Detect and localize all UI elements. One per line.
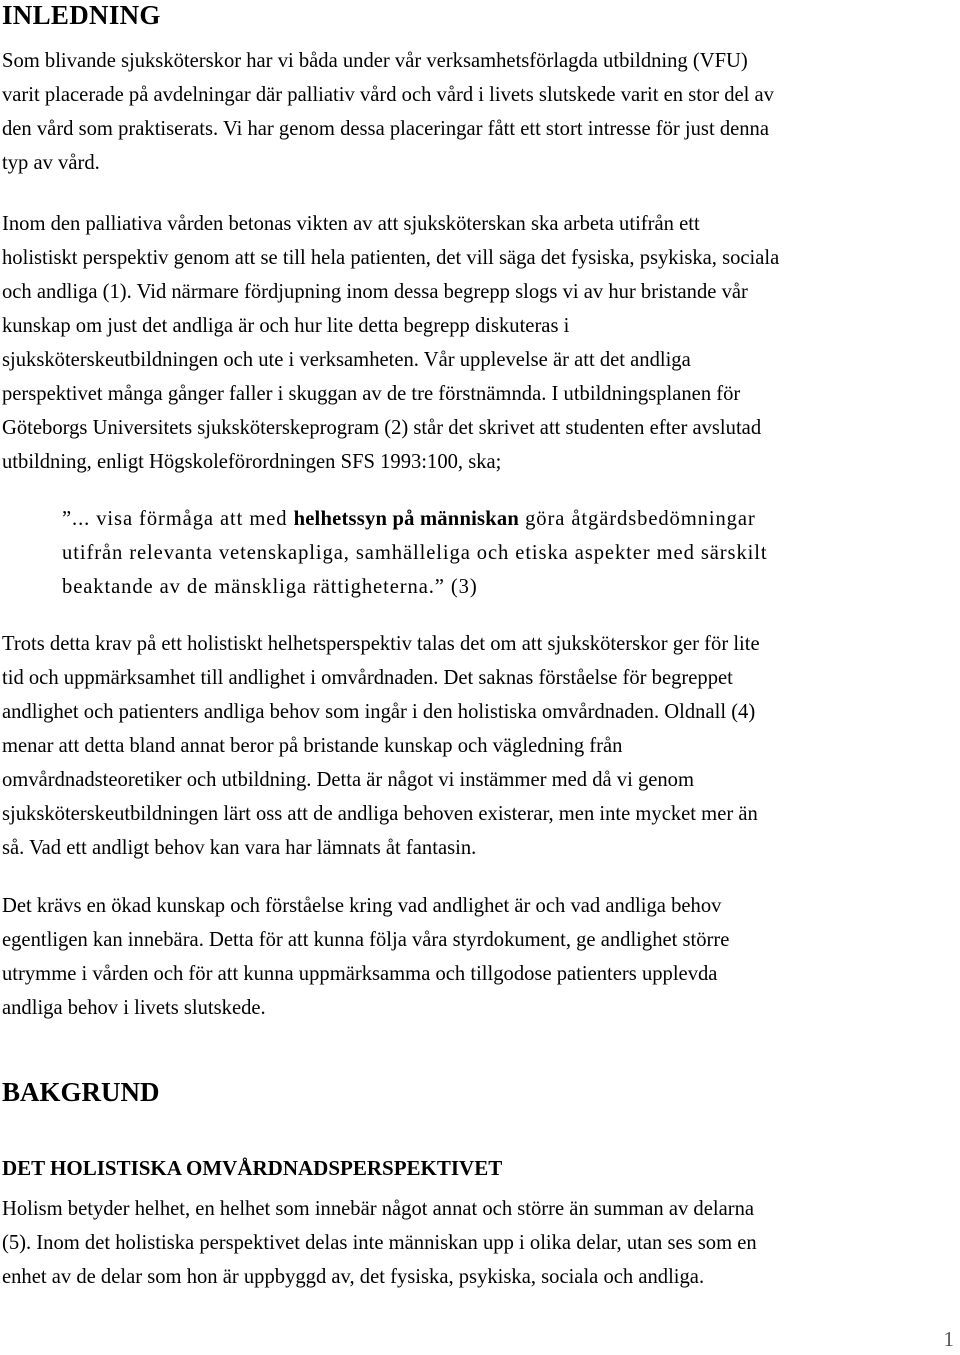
text-line: utbildning, enligt Högskoleförordningen SFS 1993:100, ska;	[2, 451, 502, 473]
text-line: så. Vad ett andligt behov kan vara har lämnats åt fantasin.	[2, 837, 477, 859]
text-line: perspektivet många gånger faller i skuggan av de tre förstnämnda. I utbildningsplanen för	[2, 383, 741, 405]
text-line: (5). Inom det holistiska perspektivet delas inte människan upp i olika delar, utan ses som en	[2, 1232, 757, 1254]
text-line: sjuksköterskeutbildningen och ute i verksamheten. Vår upplevelse är att det andliga	[2, 349, 691, 371]
quote-emphasis: helhetssyn på människan	[293, 508, 520, 530]
text-line: enhet av de delar som hon är uppbyggd av, det fysiska, psykiska, sociala och andliga.	[2, 1266, 705, 1288]
paragraph-holistic-demand	[2, 627, 960, 865]
quote-text: ”... visa förmåga att med	[62, 508, 294, 530]
paragraph-intro	[2, 44, 960, 180]
text-line: holistiskt perspektiv genom att se till hela patienten, det vill säga det fysiska, psykiska, sociala	[2, 247, 780, 269]
text-line: och andliga (1). Vid närmare fördjupning inom dessa begrepp slogs vi av hur bristande vår	[2, 281, 748, 303]
text-line: tid och uppmärksamhet till andlighet i omvårdnaden. Det saknas förståelse för begreppet	[2, 667, 733, 689]
text-line: sjuksköterskeutbildningen lärt oss att de andliga behoven existerar, men inte mycket mer än	[2, 803, 758, 825]
text-line: Det krävs en ökad kunskap och förståelse kring vad andlighet är och vad andliga behov	[2, 895, 722, 917]
text-line: omvårdnadsteoretiker och utbildning. Detta är något vi instämmer med då vi genom	[2, 769, 694, 791]
text-line: andliga behov i livets slutskede.	[2, 997, 266, 1019]
quote-text: göra åtgärdsbedömningar	[519, 508, 756, 530]
paragraph-holism	[2, 1192, 960, 1294]
text-line: varit placerade på avdelningar där palliativ vård och vård i livets slutskede varit en stor del av	[2, 84, 774, 106]
text-line: Som blivande sjuksköterskor har vi båda under vår verksamhetsförlagda utbildning (VFU)	[2, 50, 748, 72]
block-quote	[62, 502, 952, 604]
text-line: typ av vård.	[2, 152, 100, 174]
text-line: Holism betyder helhet, en helhet som innebär något annat och större än summan av delarna	[2, 1198, 755, 1220]
text-line: egentligen kan innebära. Detta för att kunna följa våra styrdokument, ge andlighet större	[2, 929, 730, 951]
text-line: kunskap om just det andliga är och hur lite detta begrepp diskuteras i	[2, 315, 570, 337]
quote-line: utifrån relevanta vetenskapliga, samhälleliga och etiska aspekter med särskilt	[62, 542, 768, 564]
quote-line: beaktande av de mänskliga rättigheterna.” (3)	[62, 576, 478, 598]
paragraph-palliative-care	[2, 207, 960, 479]
subheading-holistic-perspective: DET HOLISTISKA OMVÅRDNADSPERSPEKTIVET	[2, 1156, 503, 1180]
text-line: Trots detta krav på ett holistiskt helhetsperspektiv talas det om att sjuksköterskor ger för lite	[2, 633, 760, 655]
text-line: utrymme i vården och för att kunna uppmärksamma och tillgodose patienters upplevda	[2, 963, 718, 985]
page-number: 1	[943, 1327, 954, 1351]
text-line: menar att detta bland annat beror på bristande kunskap och vägledning från	[2, 735, 623, 757]
text-line: andlighet och patienters andliga behov som ingår i den holistiska omvårdnaden. Oldnall (4)	[2, 701, 756, 723]
heading-inledning: INLEDNING	[2, 0, 161, 30]
heading-bakgrund: BAKGRUND	[2, 1077, 160, 1107]
text-line: den vård som praktiserats. Vi har genom dessa placeringar fått ett stort intresse för just denna	[2, 118, 769, 140]
quote-line	[62, 502, 952, 536]
text-line: Inom den palliativa vården betonas vikten av att sjuksköterskan ska arbeta utifrån ett	[2, 213, 700, 235]
text-line: Göteborgs Universitets sjuksköterskeprogram (2) står det skrivet att studenten efter avslutad	[2, 417, 762, 439]
paragraph-knowledge-need	[2, 889, 960, 1025]
